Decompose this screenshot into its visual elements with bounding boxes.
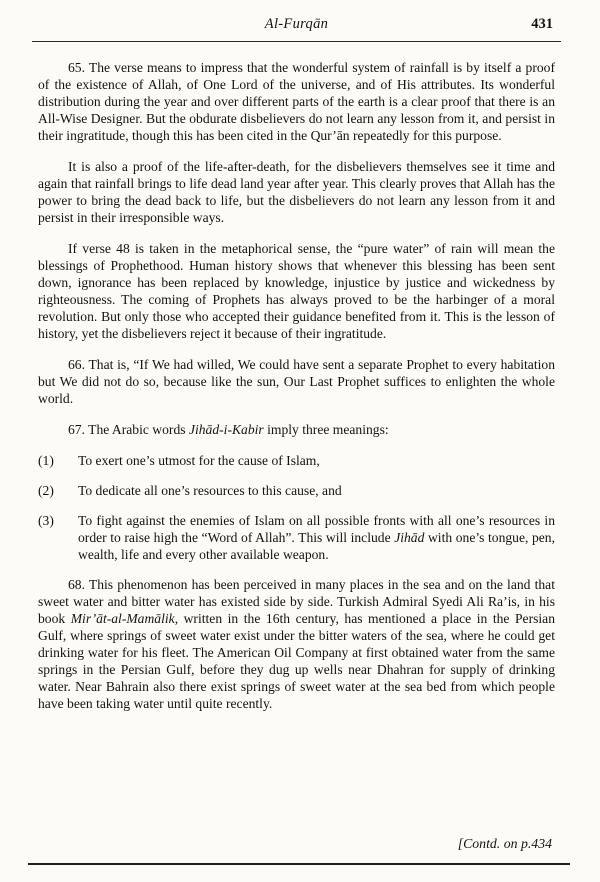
running-title: Al-Furqān [264, 16, 329, 32]
paragraph [38, 240, 555, 342]
list-marker: (1) [38, 453, 54, 468]
list-item [38, 452, 555, 469]
text-segment: 68. This phenomenon has been perceived in many places in the sea and on the land that sweet water and bitter water has existed side by side. Turkish Admiral Syedi Ali Ra’is, in his book [38, 577, 555, 626]
list-marker: (2) [38, 483, 54, 498]
paragraph [38, 59, 555, 144]
paragraph [38, 576, 555, 712]
text-segment: To exert one’s utmost for the cause of Islam, [78, 453, 320, 468]
list-item [38, 482, 555, 499]
list-item [38, 512, 555, 563]
text-segment: 66. That is, “If We had willed, We could have sent a separate Prophet to every habitation but We did not do so, because like the sun, Our Last Prophet suffices to enlighten the whole world. [38, 357, 555, 406]
paragraph [38, 421, 555, 438]
header-rule [32, 41, 561, 42]
page-number: 431 [531, 16, 553, 32]
text-segment: 67. The Arabic words [68, 422, 189, 437]
italic-term: Mir’āt-al-Mamālik [70, 611, 175, 626]
text-segment: , written in the 16th century, has mentioned a place in the Persian Gulf, where springs of sweet water exist under the bitter waters of the sea, where he could get drinking water for his fleet. The American Oil Company at first obtained water from the same springs in the Persian Gulf, before they dug up wells near Dhahran for supply of drinking water. Near Bahrain also there exist springs of sweet water at the sea bed from which people have been taking water until quite recently. [38, 611, 556, 711]
page-header [38, 16, 555, 38]
paragraph [38, 158, 555, 226]
continuation-note: [Contd. on p.434 [457, 836, 552, 851]
text-segment: with one’s tongue, pen, wealth, life and every other available weapon. [78, 530, 555, 562]
italic-term: Jihād-i-Kabir [188, 422, 264, 437]
list-marker: (3) [38, 513, 54, 528]
footer-rule [28, 863, 570, 865]
text-segment: 65. The verse means to impress that the wonderful system of rainfall is by itself a proof of the existence of Allah, of One Lord of the universe, and of His attributes. Its wonderful distribution during the year and over different parts of the earth is a clear proof that there is an All-Wise Designer. But the obdurate disbelievers do not learn any lesson from it, and persist in their ingratitude, though this has been cited in the Qur’ān repeatedly for this purpose. [38, 60, 555, 143]
paragraph [38, 356, 555, 407]
text-segment: To fight against the enemies of Islam on all possible fronts with all one’s resources in order to raise high the “Word of Allah”. This will include [78, 513, 555, 545]
text-segment: It is also a proof of the life-after-death, for the disbelievers themselves see it time and again that rainfall brings to life dead land year after year. This clearly proves that Allah has the power to bring the dead back to life, but the disbelievers do not learn any lesson from it and persist in their irresponsible ways. [38, 159, 555, 225]
list-item-text [78, 512, 555, 563]
list-item-text [78, 482, 555, 499]
text-segment: To dedicate all one’s resources to this cause, and [78, 483, 342, 498]
text-segment: imply three meanings: [263, 422, 389, 437]
italic-term: Jihād [394, 530, 425, 545]
list-item-text [78, 452, 555, 469]
page-body [38, 59, 555, 712]
text-segment: If verse 48 is taken in the metaphorical sense, the “pure water” of rain will mean the blessings of Prophethood. Human history shows that whenever this blessing has been sent down, ignorance has been replaced by knowledge, injustice by justice and wickedness by righteousness. The coming of Prophets has always proved to be the harbinger of a moral revolution. But only those who accepted their guidance benefited from it. This is the lesson of history, yet the disbelievers reject it because of their ingratitude. [38, 241, 555, 341]
